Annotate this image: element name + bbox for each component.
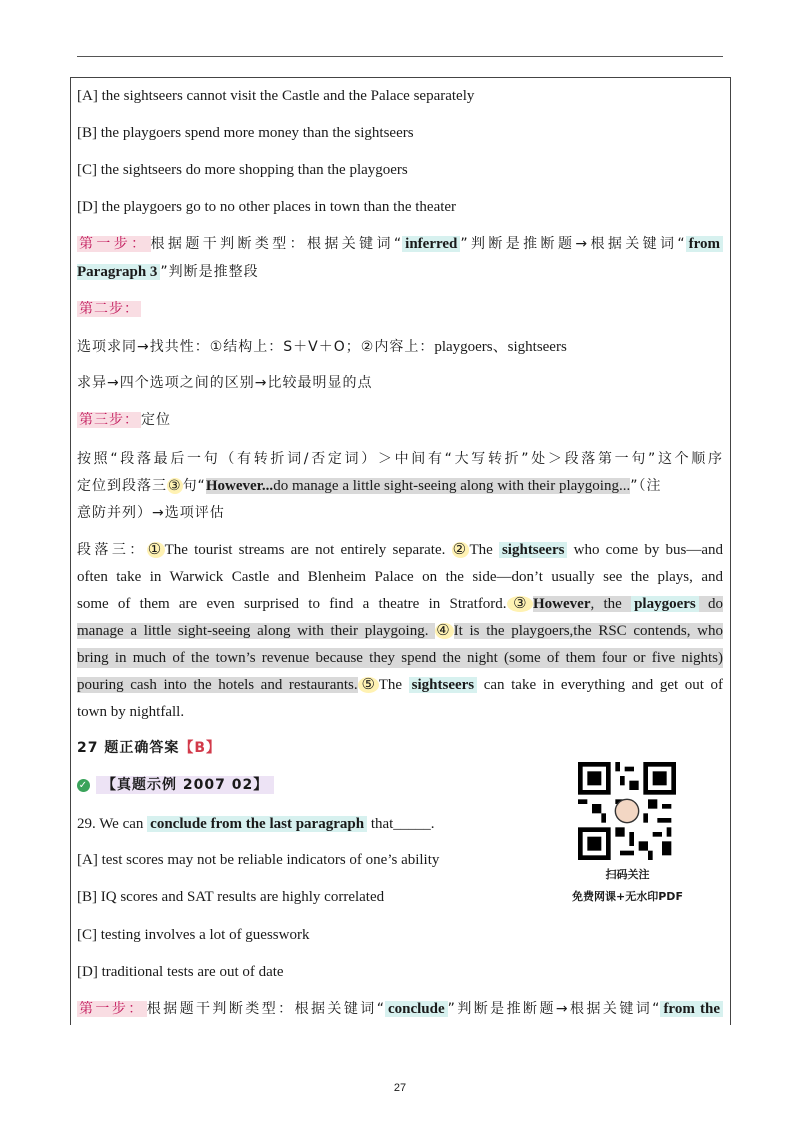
circled-3: ③ xyxy=(168,478,182,494)
step3-line3: 意防并列）→选项评估 xyxy=(77,505,225,521)
q29-option-d: [D] traditional tests are out of date xyxy=(77,964,284,980)
keyword-playgoers: playgoers xyxy=(631,596,699,612)
para3-line3: some of them are even surprised to find a theatre in Stratford.③However, the playgoers do xyxy=(77,596,724,612)
step3-line2: 定位到段落三③句“However...do manage a little sight-seeing along with their playgoing...”（注 xyxy=(77,478,662,494)
step2-line2: 求异→四个选项之间的区别→比较最明显的点 xyxy=(77,375,373,391)
keyword-sightseers: sightseers xyxy=(499,542,568,558)
option-c: [C] the sightseers do more shopping than the playgoers xyxy=(77,162,408,178)
step1-label: 第一步： xyxy=(79,236,149,252)
page-number: 27 xyxy=(393,1082,407,1094)
para3-line7: town by nightfall. xyxy=(77,704,185,720)
keyword-inferred: inferred xyxy=(402,236,460,252)
qr-caption-2: 免费网课+无水印PDF xyxy=(572,890,683,903)
step3-label-line: 第三步： 定位 xyxy=(79,412,171,428)
para3-line5: bring in much of the town’s revenue because they spend the night (some of them four or five nights) xyxy=(77,650,723,666)
para3-line2: often take in Warwick Castle and Blenheim Palace on the side—don’t usually see the plays, and xyxy=(77,569,723,585)
para3-line4: manage a little sight-seeing along with their playgoing. ④It is the playgoers,the RSC contends, who xyxy=(77,623,724,639)
step1-line1: 第一步： 根据题干判断类型：根据关键词“ inferred ”判断是推断题→根据关键词“ from xyxy=(77,234,723,254)
step2-label-line xyxy=(77,299,141,319)
keyword-conclude: conclude from the last paragraph xyxy=(147,816,367,832)
quoted-sentence: However...do manage a little sight-seeing along with their playgoing... xyxy=(205,478,631,494)
q29-option-c: [C] testing involves a lot of guesswork xyxy=(77,927,310,943)
q29-option-b: [B] IQ scores and SAT results are highly correlated xyxy=(77,889,385,905)
example-heading xyxy=(77,775,274,795)
answer-27: 27 题正确答案【B】 xyxy=(77,740,222,756)
qr-caption-1: 扫码关注 xyxy=(605,868,650,881)
example-tag: 【真题示例 2007 02】 xyxy=(96,776,274,794)
check-icon: ✓ xyxy=(78,779,89,791)
option-d: [D] the playgoers go to no other places in town than the theater xyxy=(77,199,457,215)
header-rule xyxy=(77,56,723,57)
step2-line1: 选项求同→找共性：①结构上：S＋V＋O；②内容上：playgoers、sightseers xyxy=(77,339,567,355)
option-a: [A] the sightseers cannot visit the Castle and the Palace separately xyxy=(77,88,475,104)
option-b: [B] the playgoers spend more money than the sightseers xyxy=(77,125,414,141)
question-29: 29. We can conclude from the last paragraph that_____. xyxy=(77,816,435,832)
step2-label: 第二步： xyxy=(79,301,139,317)
step1-line2: Paragraph 3 ”判断是推整段 xyxy=(77,264,259,280)
step3-line1: 按照“段落最后一句（有转折词/否定词）＞中间有“大写转折”处＞段落第一句”这个顺序 xyxy=(77,451,723,467)
step1b-line1: 第一步： 根据题干判断类型：根据关键词“ conclude ”判断是推断题→根据关键词“ from the xyxy=(77,999,723,1019)
q29-option-a: [A] test scores may not be reliable indicators of one’s ability xyxy=(77,852,440,868)
qr-code-image xyxy=(578,762,676,860)
step3-label: 第三步： xyxy=(79,412,139,428)
para3-line6: pouring cash into the hotels and restaurants.⑤The sightseers can take in everything and get out of xyxy=(77,677,724,693)
para3-line1: 段落三：①The tourist streams are not entirely separate. ②The sightseers who come by bus—and xyxy=(77,542,724,558)
